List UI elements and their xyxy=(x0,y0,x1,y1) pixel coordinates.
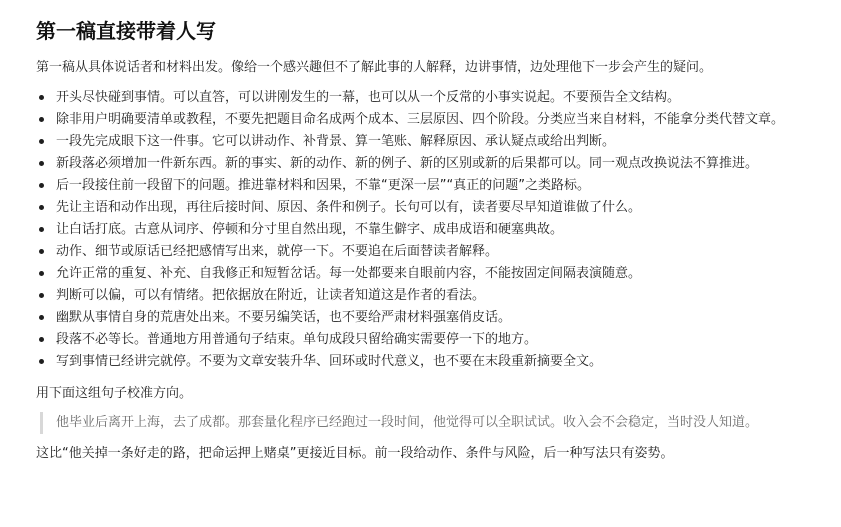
list-item: 幽默从事情自身的荒唐处出来。不要另编笑话，也不要给严肃材料强塞俏皮话。 xyxy=(36,308,801,327)
list-item: 动作、细节或原话已经把感情写出来，就停一下。不要追在后面替读者解释。 xyxy=(36,242,801,261)
list-item: 除非用户明确要清单或教程，不要先把题目命名成两个成本、三层原因、四个阶段。分类应当来自材料，不能拿分类代替文章。 xyxy=(36,110,801,129)
list-item: 新段落必须增加一件新东西。新的事实、新的动作、新的例子、新的区别或新的后果都可以。同一观点改换说法不算推进。 xyxy=(36,154,801,173)
list-item: 一段先完成眼下这一件事。它可以讲动作、补背景、算一笔账、解释原因、承认疑点或给出判断。 xyxy=(36,132,801,151)
list-item: 允许正常的重复、补充、自我修正和短暂岔话。每一处都要来自眼前内容，不能按固定间隔表演随意。 xyxy=(36,264,801,283)
list-item: 写到事情已经讲完就停。不要为文章安装升华、回环或时代意义，也不要在末段重新摘要全文。 xyxy=(36,352,801,371)
page-title: 第一稿直接带着人写 xyxy=(36,19,216,43)
intro-paragraph: 第一稿从具体说话者和材料出发。像给一个感兴趣但不了解此事的人解释，边讲事情，边处理他下一步会产生的疑问。 xyxy=(36,60,713,75)
calibration-lead: 用下面这组句子校准方向。 xyxy=(36,386,193,401)
list-item: 开头尽快碰到事情。可以直答，可以讲刚发生的一幕，也可以从一个反常的小事实说起。不要预告全文结构。 xyxy=(36,88,801,107)
example-quote: 他毕业后离开上海，去了成都。那套量化程序已经跑过一段时间，他觉得可以全职试试。收入会不会稳定，当时没人知道。 xyxy=(40,412,801,434)
rules-list xyxy=(36,88,801,371)
list-item: 段落不必等长。普通地方用普通句子结束。单句成段只留给确实需要停一下的地方。 xyxy=(36,330,801,349)
list-item: 先让主语和动作出现，再往后接时间、原因、条件和例子。长句可以有，读者要尽早知道谁做了什么。 xyxy=(36,198,801,217)
closing-paragraph: 这比“他关掉一条好走的路，把命运押上赌桌”更接近目标。前一段给动作、条件与风险，后一种写法只有姿势。 xyxy=(36,446,674,461)
list-item: 后一段接住前一段留下的问题。推进靠材料和因果，不靠“更深一层”“真正的问题”之类路标。 xyxy=(36,176,801,195)
list-item: 判断可以偏，可以有情绪。把依据放在附近，让读者知道这是作者的看法。 xyxy=(36,286,801,305)
list-item: 让白话打底。古意从词序、停顿和分寸里自然出现，不靠生僻字、成串成语和硬塞典故。 xyxy=(36,220,801,239)
